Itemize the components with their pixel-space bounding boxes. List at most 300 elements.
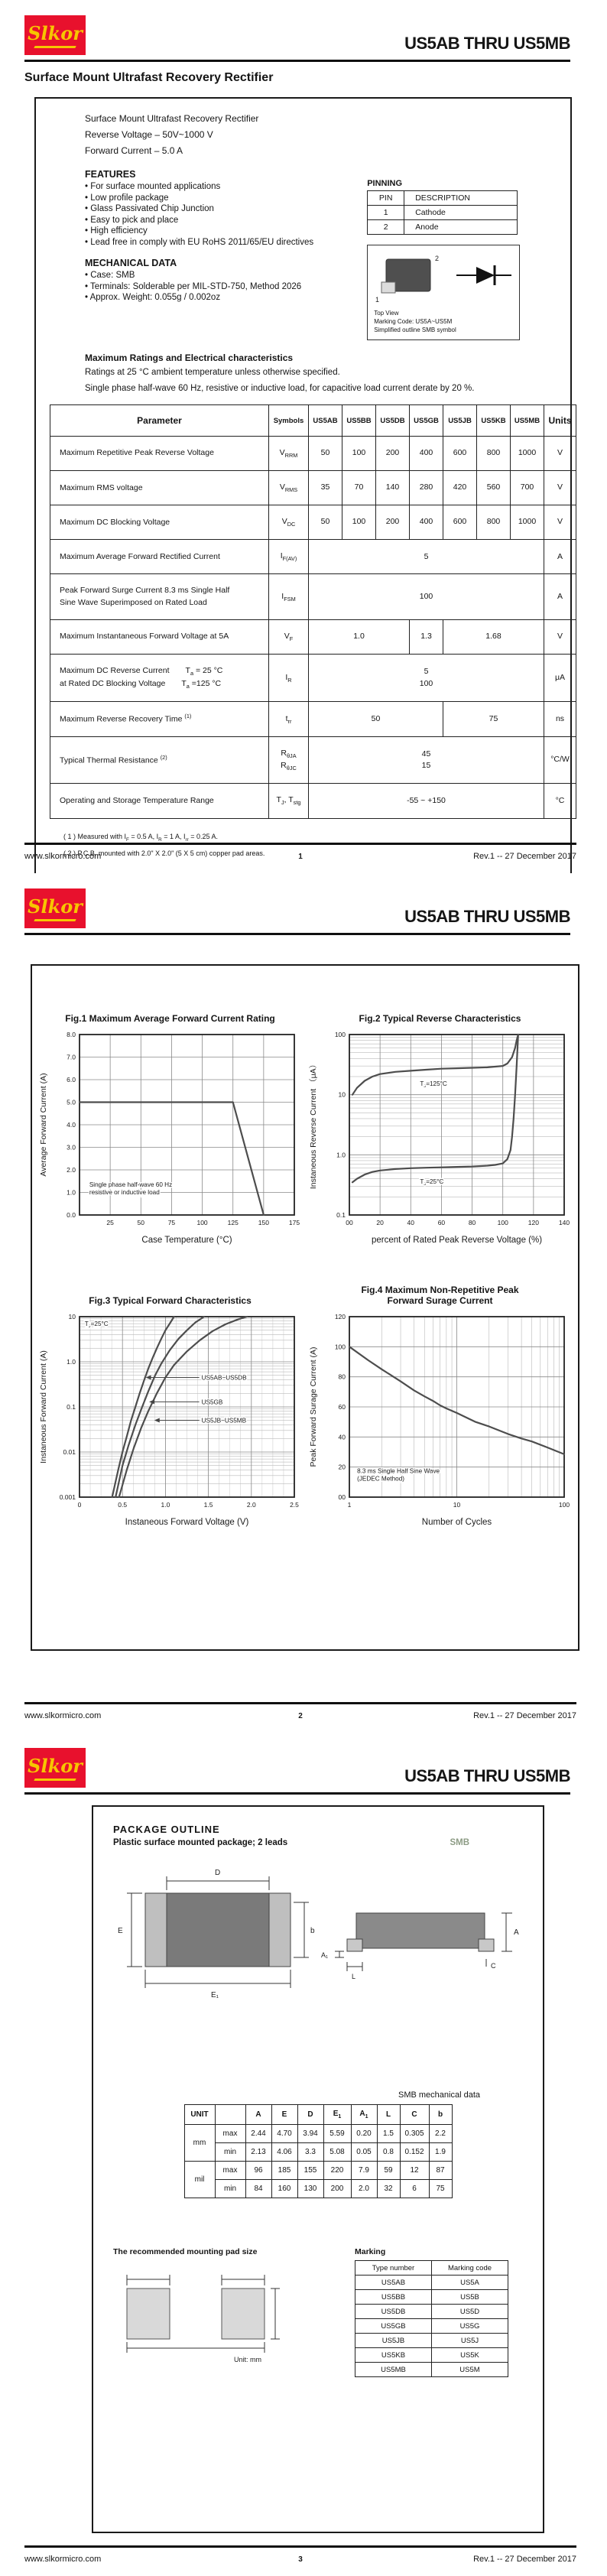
- table-cell: US5JB: [355, 2334, 432, 2348]
- svg-text:150: 150: [258, 1219, 269, 1226]
- table-cell: US5AB: [355, 2276, 432, 2290]
- mech-data: [113, 2104, 523, 2198]
- table-cell: V: [544, 505, 576, 540]
- svg-text:60: 60: [437, 1219, 445, 1226]
- outline-caption: [374, 309, 513, 334]
- table-cell: 5 100: [309, 654, 544, 701]
- column-header: Symbols: [269, 405, 309, 437]
- svg-text:2.5: 2.5: [289, 1501, 299, 1509]
- table-cell: 420: [443, 471, 477, 505]
- table-cell: 0.20: [351, 2125, 377, 2143]
- footer-revision: Rev.1 -- 27 December 2017: [473, 2555, 576, 2564]
- table-cell: 84: [245, 2180, 271, 2198]
- svg-text:0.0: 0.0: [66, 1211, 76, 1219]
- table-cell: Typical Thermal Resistance $^{(2)}$: [50, 737, 269, 784]
- footnote: ( 2 ) P.C.B. mounted with 2.0" X 2.0" (5 X 5 cm) copper pad areas.: [63, 849, 265, 858]
- table-cell: 59: [377, 2162, 400, 2180]
- table-cell: 800: [477, 437, 511, 471]
- package-top-view: [118, 1869, 315, 1999]
- table-cell: °C/W: [544, 737, 576, 784]
- package-subtitle: Plastic surface mounted package; 2 leads: [113, 1838, 288, 1847]
- table-cell: 5.59: [323, 2125, 351, 2143]
- dim-A1-label: A₁: [321, 1951, 329, 1959]
- table-cell: US5KB: [355, 2348, 432, 2363]
- y-axis-label: Peak Forward Surage Current (A): [308, 1346, 318, 1467]
- header-rule: [24, 60, 570, 62]
- footer-website: www.slkormicro.com: [24, 1711, 102, 1720]
- svg-text:00: 00: [338, 1493, 346, 1501]
- intro-lines: [85, 111, 557, 159]
- table-cell: 50: [309, 437, 342, 471]
- ratings: [60, 404, 572, 819]
- svg-text:100: 100: [334, 1343, 346, 1351]
- table-row: [50, 702, 576, 737]
- pad-right: [222, 2289, 265, 2339]
- table-cell: US5D: [432, 2305, 508, 2319]
- feature-item: • Easy to pick and place: [85, 215, 367, 226]
- document-title: US5AB THRU US5MB: [404, 1766, 570, 1785]
- column-header: $A_1$: [351, 2105, 377, 2125]
- svg-text:1.0: 1.0: [336, 1151, 346, 1159]
- table-cell: 600: [443, 437, 477, 471]
- chart-canvas-fig4: [307, 1309, 574, 1531]
- mech-data-table: [184, 2104, 453, 2198]
- table-row: [50, 471, 576, 505]
- slkor-logo-underline: [34, 46, 76, 48]
- page-header: [0, 0, 607, 60]
- column-header: US5AB: [309, 405, 342, 437]
- svg-text:120: 120: [527, 1219, 539, 1226]
- marking: [355, 2260, 508, 2377]
- footer-page-number: 3: [298, 2555, 303, 2564]
- table-cell: 50: [309, 505, 342, 540]
- column-header: D: [297, 2105, 323, 2125]
- table-cell: 100: [342, 437, 376, 471]
- svg-text:0.1: 0.1: [66, 1403, 76, 1411]
- svg-text:0.5: 0.5: [117, 1501, 127, 1509]
- pinning-title: PINNING: [367, 179, 403, 188]
- mounting-pad-section: [113, 2247, 342, 2377]
- table-cell: $T_J$, $T_{stg}$: [269, 784, 309, 818]
- features-section: [85, 169, 367, 248]
- table-cell: 1.68: [443, 619, 544, 654]
- figure-2-chart: [307, 1027, 574, 1252]
- svg-text:100: 100: [334, 1031, 346, 1038]
- package-dimension-drawing: [113, 1860, 523, 2086]
- column-header: [215, 2105, 245, 2125]
- svg-text:1.5: 1.5: [203, 1501, 213, 1509]
- table-cell: 2.0: [351, 2180, 377, 2198]
- table-cell: Maximum Repetitive Peak Reverse Voltage: [50, 437, 269, 471]
- mech-item: • Case: SMB: [85, 270, 367, 281]
- table-row: [50, 574, 576, 619]
- feature-item: • Glass Passivated Chip Junction: [85, 203, 367, 215]
- y-axis-label: Instaneous Forward Current (A): [38, 1350, 48, 1463]
- annotation: US5JB~US5MB: [201, 1417, 246, 1424]
- document-title: US5AB THRU US5MB: [404, 34, 570, 53]
- x-axis-label: Number of Cycles: [421, 1518, 492, 1527]
- svg-text:6.0: 6.0: [66, 1076, 76, 1083]
- footer-page-number: 1: [298, 853, 303, 861]
- svg-text:10: 10: [68, 1313, 76, 1320]
- intro-line: Forward Current – 5.0 A: [85, 145, 183, 156]
- right-column: [367, 179, 521, 340]
- table-cell: Cathode: [404, 206, 518, 220]
- table-cell: 200: [376, 505, 410, 540]
- svg-text:1.0: 1.0: [160, 1501, 170, 1509]
- mechanical-data-title: MECHANICAL DATA: [85, 258, 177, 268]
- mechanical-data-list: [85, 270, 367, 304]
- figure-1: [37, 1001, 304, 1252]
- figures-box: [31, 964, 579, 1651]
- table-cell: 75: [429, 2180, 452, 2198]
- figure-1-chart: [37, 1027, 304, 1252]
- column-header: A: [245, 2105, 271, 2125]
- table-cell: 3.3: [297, 2143, 323, 2162]
- footer-website: www.slkormicro.com: [24, 852, 102, 861]
- table-cell: $I_R$: [269, 654, 309, 701]
- svg-text:100: 100: [196, 1219, 208, 1226]
- table-cell: 6: [400, 2180, 429, 2198]
- table-row: [50, 619, 576, 654]
- table-row: [355, 2276, 508, 2290]
- datasheet-page-3: [0, 1733, 607, 2576]
- column-header: Parameter: [50, 405, 269, 437]
- table-cell: μA: [544, 654, 576, 701]
- table-cell: $R_{\theta JA}$ $R_{\theta JC}$: [269, 737, 309, 784]
- table-row: [50, 540, 576, 574]
- table-cell: Anode: [404, 220, 518, 235]
- ratings-table: [50, 404, 576, 819]
- pinning: [367, 190, 521, 235]
- table-cell: A: [544, 540, 576, 574]
- table-cell: 3.94: [297, 2125, 323, 2143]
- table-cell: $I_{FSM}$: [269, 574, 309, 619]
- table-cell: 4.70: [271, 2125, 297, 2143]
- figure-1-title: Fig.1 Maximum Average Forward Current Rating: [65, 1013, 275, 1024]
- header-row: [368, 191, 518, 206]
- svg-text:1: 1: [347, 1501, 351, 1509]
- header-rule: [24, 933, 570, 935]
- dim-C-label: C: [491, 1962, 496, 1970]
- table-cell: Maximum Average Forward Rectified Current: [50, 540, 269, 574]
- pin1-label: 1: [375, 296, 380, 304]
- table-cell: 1000: [511, 437, 544, 471]
- table-cell: 96: [245, 2162, 271, 2180]
- ratings-title: Maximum Ratings and Electrical characteristics: [85, 352, 294, 363]
- table-cell: $I_{F(AV)}$: [269, 540, 309, 574]
- annotation: US5GB: [201, 1398, 222, 1406]
- svg-text:125: 125: [227, 1219, 239, 1226]
- table-cell: 560: [477, 471, 511, 505]
- svg-text:0: 0: [77, 1501, 81, 1509]
- smb-terminal: [381, 282, 395, 293]
- column-header: US5MB: [511, 405, 544, 437]
- table-cell: Peak Forward Surge Current 8.3 ms Single Half Sine Wave Superimposed on Rated Load: [50, 574, 269, 619]
- annotation: US5AB~US5DB: [201, 1374, 247, 1382]
- table-cell: 2.13: [245, 2143, 271, 2162]
- table-cell: 160: [271, 2180, 297, 2198]
- page-footer-3: [24, 2545, 576, 2564]
- series-t-j-25-c: [352, 1035, 518, 1182]
- table-row: [355, 2305, 508, 2319]
- table-cell: 0.05: [351, 2143, 377, 2162]
- header-row: [355, 2261, 508, 2276]
- figure-4: [307, 1283, 574, 1535]
- dim-E-label: E: [118, 1927, 123, 1935]
- svg-text:10: 10: [453, 1501, 460, 1509]
- table-cell: Maximum RMS voltage: [50, 471, 269, 505]
- table-cell: 100: [342, 505, 376, 540]
- table-cell: 0.152: [400, 2143, 429, 2162]
- table-cell: min: [215, 2180, 245, 2198]
- diode-symbol-icon: [456, 265, 511, 285]
- table-cell: V: [544, 437, 576, 471]
- features-title: FEATURES: [85, 169, 136, 180]
- table-cell: 0.305: [400, 2125, 429, 2143]
- table-cell: 1.5: [377, 2125, 400, 2143]
- dim-b-label: b: [310, 1927, 315, 1935]
- svg-text:25: 25: [105, 1219, 114, 1226]
- mounting-pad-title: The recommended mounting pad size: [113, 2247, 258, 2256]
- table-cell: 200: [323, 2180, 351, 2198]
- table-cell: 1000: [511, 505, 544, 540]
- datasheet-main-box: [34, 97, 572, 873]
- table-row: [368, 220, 518, 235]
- table-cell: Maximum DC Reverse Current $T_a = 25$ °C at Rated DC Blocking Voltage $T_a =125$ °C: [50, 654, 269, 701]
- column-header: US5JB: [443, 405, 477, 437]
- page-header: [0, 1733, 607, 1792]
- table-cell: $V_{RRM}$: [269, 437, 309, 471]
- table-cell: 45 15: [309, 737, 544, 784]
- pin2-label: 2: [435, 255, 440, 262]
- svg-text:00: 00: [345, 1219, 353, 1226]
- pad-unit-label: Unit: mm: [234, 2356, 261, 2363]
- table-cell: 5: [309, 540, 544, 574]
- feature-item: • Lead free in comply with EU RoHS 2011/65/EU directives: [85, 237, 367, 249]
- smb-outline-drawing: [374, 250, 513, 305]
- svg-text:75: 75: [167, 1219, 175, 1226]
- marking-table: [355, 2260, 508, 2377]
- table-cell: US5K: [432, 2348, 508, 2363]
- svg-text:0.01: 0.01: [62, 1448, 76, 1456]
- ratings-note-2: Single phase half-wave 60 Hz, resistive or inductive load, for capacitive load current derate by 20 %.: [85, 384, 475, 393]
- table-cell: US5GB: [355, 2319, 432, 2334]
- annotation: 8.3 ms Single Half Sine Wave (JEDEC Method): [356, 1467, 440, 1483]
- table-cell: $V_F$: [269, 619, 309, 654]
- svg-text:1.0: 1.0: [66, 1188, 76, 1197]
- svg-text:40: 40: [338, 1433, 346, 1441]
- figure-3: [37, 1283, 304, 1535]
- outline-caption-line: Top View: [374, 310, 399, 317]
- slkor-logo-text: Slkor: [28, 895, 83, 918]
- table-cell: °C: [544, 784, 576, 818]
- package-outline-box: [92, 1805, 544, 2533]
- table-row: [184, 2162, 452, 2180]
- column-header: US5KB: [477, 405, 511, 437]
- table-cell: 400: [410, 437, 443, 471]
- table-cell: max: [215, 2162, 245, 2180]
- table-cell: 700: [511, 471, 544, 505]
- mounting-pad-drawing: [113, 2267, 289, 2365]
- table-row: [355, 2319, 508, 2334]
- column-header: US5BB: [342, 405, 376, 437]
- table-cell: -55 ~ +150: [309, 784, 544, 818]
- x-axis-label: Case Temperature (°C): [141, 1236, 232, 1245]
- svg-text:175: 175: [288, 1219, 300, 1226]
- two-column-area: [85, 159, 557, 340]
- column-header: DESCRIPTION: [404, 191, 518, 206]
- svg-text:3.0: 3.0: [66, 1143, 76, 1152]
- table-cell: 400: [410, 505, 443, 540]
- package-type-label: SMB: [450, 1838, 469, 1847]
- svg-text:2.0: 2.0: [66, 1166, 76, 1174]
- table-cell: 5.08: [323, 2143, 351, 2162]
- figure-4-title: Fig.4 Maximum Non-Repetitive Peak Forward Surage Current: [361, 1285, 519, 1306]
- table-cell: 200: [376, 437, 410, 471]
- document-title: US5AB THRU US5MB: [404, 907, 570, 926]
- footer-revision: Rev.1 -- 27 December 2017: [473, 852, 576, 861]
- table-cell: $V_{DC}$: [269, 505, 309, 540]
- table-cell: 7.9: [351, 2162, 377, 2180]
- dim-E1-label: E₁: [211, 1991, 219, 1999]
- chart-canvas-fig2: [307, 1027, 574, 1249]
- table-cell: 35: [309, 471, 342, 505]
- svg-text:80: 80: [468, 1219, 476, 1226]
- feature-item: • For surface mounted applications: [85, 181, 367, 193]
- table-cell: 4.06: [271, 2143, 297, 2162]
- column-header: PIN: [368, 191, 404, 206]
- table-cell: $V_{RMS}$: [269, 471, 309, 505]
- table-row: [50, 437, 576, 471]
- table-row: [355, 2348, 508, 2363]
- table-cell: 1: [368, 206, 404, 220]
- column-header: US5GB: [410, 405, 443, 437]
- x-axis-label: percent of Rated Peak Reverse Voltage (%): [371, 1236, 542, 1245]
- figure-2: [307, 1001, 574, 1252]
- column-header: UNIT: [184, 2105, 215, 2125]
- footer-revision: Rev.1 -- 27 December 2017: [473, 1711, 576, 1720]
- table-cell: 800: [477, 505, 511, 540]
- slkor-logo-underline: [34, 919, 76, 921]
- package-side-view: [321, 1913, 519, 1980]
- mech-data-caption: SMB mechanical data: [398, 2090, 480, 2100]
- table-cell: $t_{rr}$: [269, 702, 309, 737]
- table-cell: mil: [184, 2162, 215, 2198]
- y-axis-label: Average Forward Current (A): [38, 1073, 48, 1177]
- table-row: [50, 737, 576, 784]
- table-cell: US5J: [432, 2334, 508, 2348]
- dim-D-label: D: [215, 1869, 221, 1877]
- table-row: [355, 2290, 508, 2305]
- table-cell: US5A: [432, 2276, 508, 2290]
- table-cell: US5MB: [355, 2363, 432, 2377]
- table-cell: V: [544, 471, 576, 505]
- column-header: Marking code: [432, 2261, 508, 2276]
- column-header: L: [377, 2105, 400, 2125]
- mechanical-data-section: [85, 258, 367, 304]
- footer-page-number: 2: [298, 1712, 303, 1720]
- table-cell: 75: [443, 702, 544, 737]
- table-cell: 220: [323, 2162, 351, 2180]
- table-cell: US5BB: [355, 2290, 432, 2305]
- datasheet-page-2: [0, 873, 607, 1733]
- column-header: E: [271, 2105, 297, 2125]
- header-row: [184, 2105, 452, 2125]
- footnote: ( 1 ) Measured with $I_F = 0.5$ A, $I_R = 1$ A, $I_{rr} = 0.25$ A.: [63, 832, 218, 843]
- svg-text:50: 50: [137, 1219, 144, 1226]
- table-cell: 155: [297, 2162, 323, 2180]
- pad-left: [127, 2289, 170, 2339]
- page-footer-1: [24, 843, 576, 861]
- svg-text:140: 140: [558, 1219, 570, 1226]
- mech-item: • Approx. Weight: 0.055g / 0.002oz: [85, 292, 367, 304]
- slkor-logo-text: Slkor: [28, 21, 83, 44]
- intro-line: Surface Mount Ultrafast Recovery Rectifier: [85, 113, 259, 124]
- dim-L-label: L: [352, 1973, 356, 1980]
- table-cell: 0.8: [377, 2143, 400, 2162]
- feature-item: • Low profile package: [85, 193, 367, 204]
- y-axis-label: Instaneous Reverse Current （μA）: [308, 1060, 318, 1190]
- svg-text:80: 80: [338, 1372, 346, 1381]
- page-header: [0, 873, 607, 933]
- table-row: [368, 206, 518, 220]
- outline-caption-line: Simplified outline SMB symbol: [374, 326, 456, 333]
- package-subtitle-row: [113, 1838, 523, 1847]
- table-cell: US5B: [432, 2290, 508, 2305]
- annotation: $T_J=25^\circ C$: [84, 1320, 109, 1330]
- svg-text:7.0: 7.0: [66, 1053, 76, 1061]
- intro-line: Reverse Voltage – 50V~1000 V: [85, 129, 213, 140]
- slkor-logo-underline: [34, 1779, 76, 1781]
- svg-text:4.0: 4.0: [66, 1121, 76, 1129]
- table-row: [355, 2334, 508, 2348]
- annotation: Single phase half-wave 60 Hz resistive or inductive load: [89, 1181, 172, 1197]
- table-cell: US5G: [432, 2319, 508, 2334]
- left-column: [85, 159, 367, 340]
- column-header: C: [400, 2105, 429, 2125]
- mech-item: • Terminals: Solderable per MIL-STD-750, Method 2026: [85, 281, 367, 293]
- datasheet-page-1: [0, 0, 607, 873]
- table-cell: min: [215, 2143, 245, 2162]
- table-row: [184, 2125, 452, 2143]
- table-cell: V: [544, 619, 576, 654]
- svg-text:60: 60: [338, 1403, 346, 1411]
- annotation: $T_J=25^\circ C$: [419, 1178, 443, 1187]
- svg-text:120: 120: [334, 1313, 346, 1320]
- svg-text:40: 40: [407, 1219, 414, 1226]
- package-outline-title: PACKAGE OUTLINE: [113, 1824, 220, 1835]
- header-row: [50, 405, 576, 437]
- table-cell: 130: [297, 2180, 323, 2198]
- table-cell: 280: [410, 471, 443, 505]
- header-rule: [24, 1792, 570, 1795]
- table-cell: Maximum DC Blocking Voltage: [50, 505, 269, 540]
- svg-text:100: 100: [558, 1501, 570, 1509]
- table-cell: 140: [376, 471, 410, 505]
- table-cell: ns: [544, 702, 576, 737]
- svg-text:100: 100: [497, 1219, 508, 1226]
- pinning-table: [367, 190, 518, 235]
- features-list: [85, 181, 367, 248]
- slkor-logo: [24, 1748, 86, 1788]
- svg-text:8.0: 8.0: [66, 1031, 76, 1038]
- table-cell: 2.44: [245, 2125, 271, 2143]
- table-row: [50, 784, 576, 818]
- svg-text:20: 20: [338, 1463, 346, 1471]
- table-cell: A: [544, 574, 576, 619]
- page-footer-2: [24, 1702, 576, 1720]
